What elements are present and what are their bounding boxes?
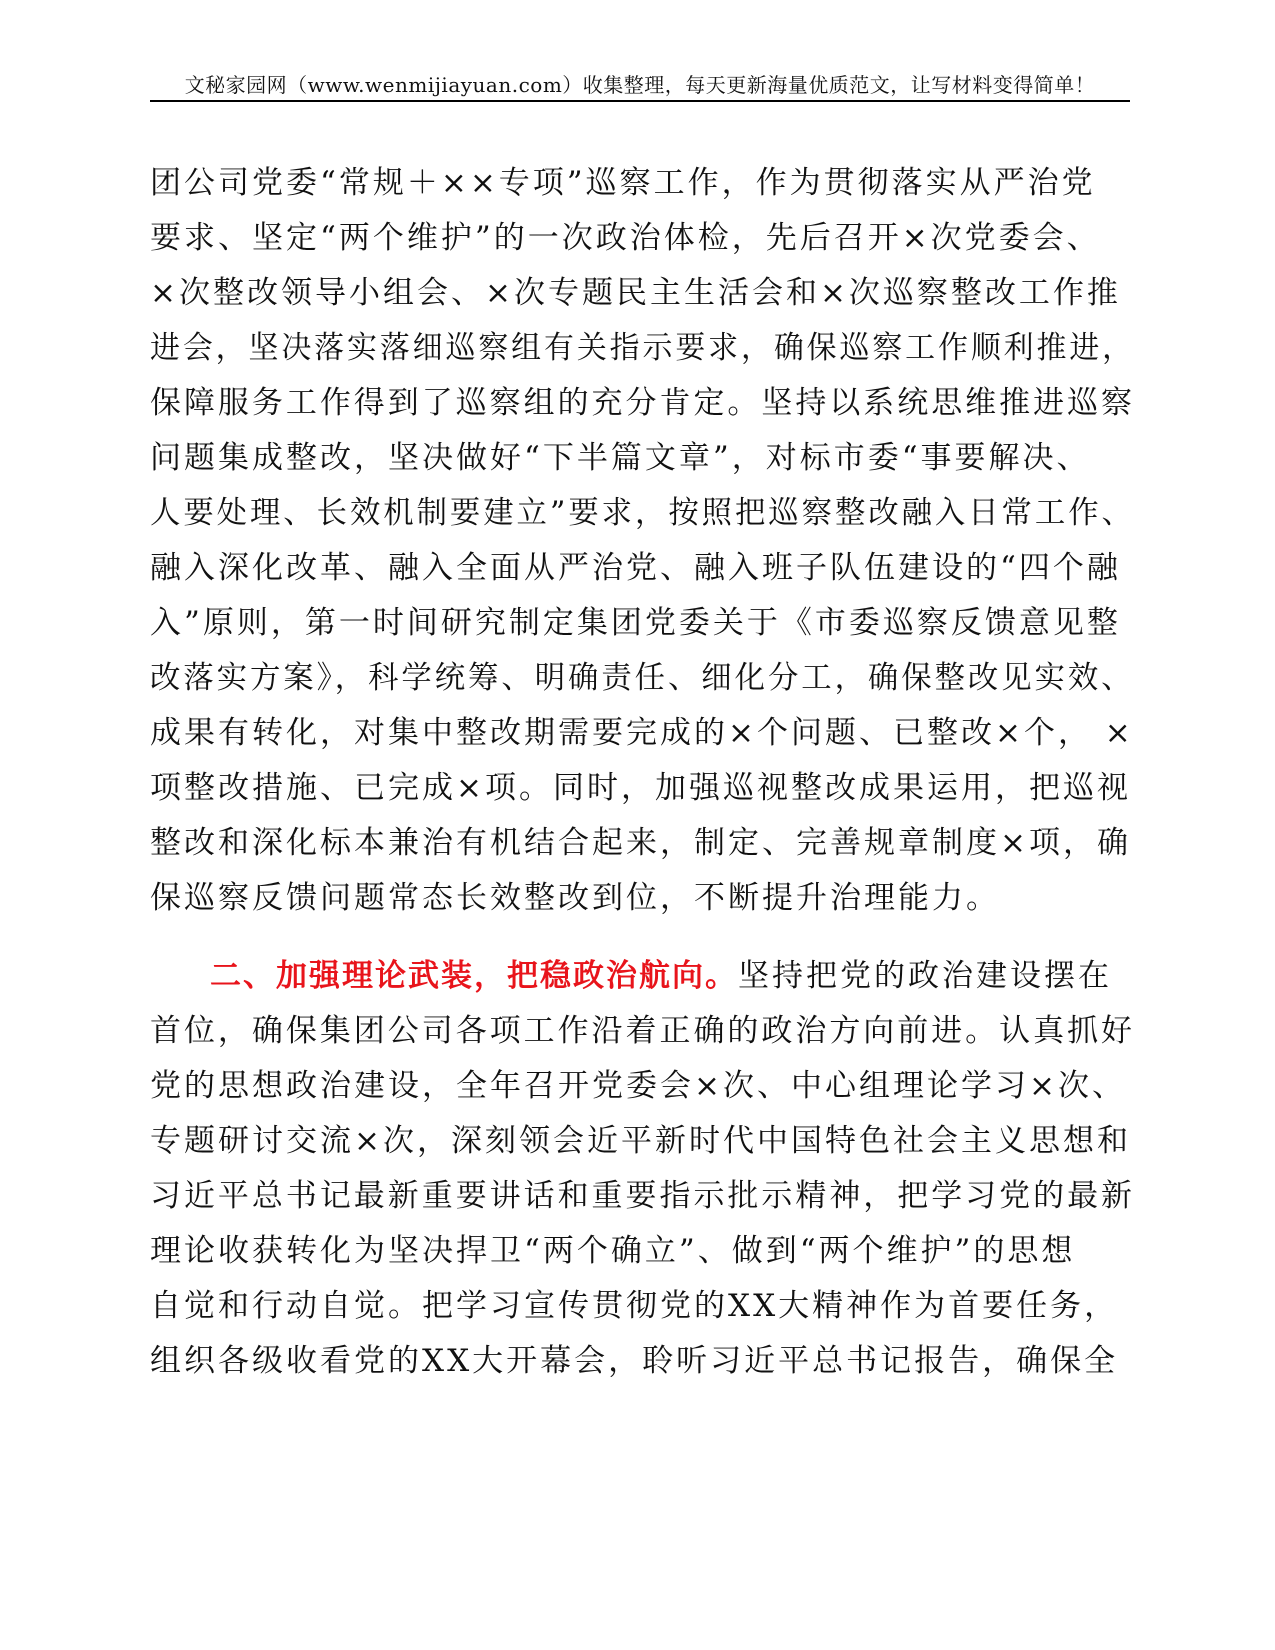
- paragraph-line: 人要处理、长效机制要建立”要求，按照把巡察整改融入日常工作、: [150, 495, 1135, 531]
- paragraph-line: 成果有转化，对集中整改期需要完成的×个问题、已整改×个， ×: [150, 715, 1134, 751]
- paragraph-line: 保障服务工作得到了巡察组的充分肯定。坚持以系统思维推进巡察: [150, 385, 1136, 421]
- paragraph-line: 党的思想政治建设，全年召开党委会×次、中心组理论学习×次、: [150, 1068, 1126, 1104]
- page-header: 文秘家园网（www.wenmijiayuan.com）收集整理，每天更新海量优质范文，让写材料变得简单！: [184, 73, 1096, 97]
- paragraph-line: 团公司党委“常规＋××专项”巡察工作，作为贯彻落实从严治党: [150, 165, 1096, 201]
- paragraph-line: 首位，确保集团公司各项工作沿着正确的政治方向前进。认真抓好: [150, 1013, 1136, 1049]
- paragraph-line: ×次整改领导小组会、×次专题民主生活会和×次巡察整改工作推: [150, 275, 1121, 311]
- paragraph-line: 要求、坚定“两个维护”的一次政治体检，先后召开×次党委会、: [150, 220, 1101, 256]
- paragraph-line: 问题集成整改，坚决做好“下半篇文章”，对标市委“事要解决、: [150, 440, 1091, 476]
- paragraph-line: 组织各级收看党的XX大开幕会，聆听习近平总书记报告，确保全: [150, 1343, 1119, 1379]
- paragraph-line: 改落实方案》，科学统筹、明确责任、细化分工，确保整改见实效、: [150, 660, 1135, 696]
- section-heading-line: [210, 948, 1112, 1004]
- paragraph-text: 坚持把党的政治建设摆在: [738, 958, 1112, 994]
- paragraph-line: 融入深化改革、融入全面从严治党、融入班子队伍建设的“四个融: [150, 550, 1121, 586]
- section-heading: 二、加强理论武装，把稳政治航向。: [210, 958, 738, 994]
- paragraph-line: 保巡察反馈问题常态长效整改到位，不断提升治理能力。: [150, 880, 1000, 916]
- header-divider: [150, 100, 1130, 102]
- paragraph-line: 项整改措施、已完成×项。同时，加强巡视整改成果运用，把巡视: [150, 770, 1131, 806]
- paragraph-line: 理论收获转化为坚决捍卫“两个确立”、做到“两个维护”的思想: [150, 1233, 1076, 1269]
- paragraph-line: 入”原则，第一时间研究制定集团党委关于《市委巡察反馈意见整: [150, 605, 1121, 641]
- paragraph-line: 专题研讨交流×次，深刻领会近平新时代中国特色社会主义思想和: [150, 1123, 1131, 1159]
- paragraph-line: 进会，坚决落实落细巡察组有关指示要求，确保巡察工作顺利推进，: [150, 330, 1136, 366]
- paragraph-line: 整改和深化标本兼治有机结合起来，制定、完善规章制度×项，确: [150, 825, 1131, 861]
- paragraph-line: 自觉和行动自觉。把学习宣传贯彻党的XX大精神作为首要任务，: [150, 1288, 1119, 1324]
- paragraph-line: 习近平总书记最新重要讲话和重要指示批示精神，把学习党的最新: [150, 1178, 1136, 1214]
